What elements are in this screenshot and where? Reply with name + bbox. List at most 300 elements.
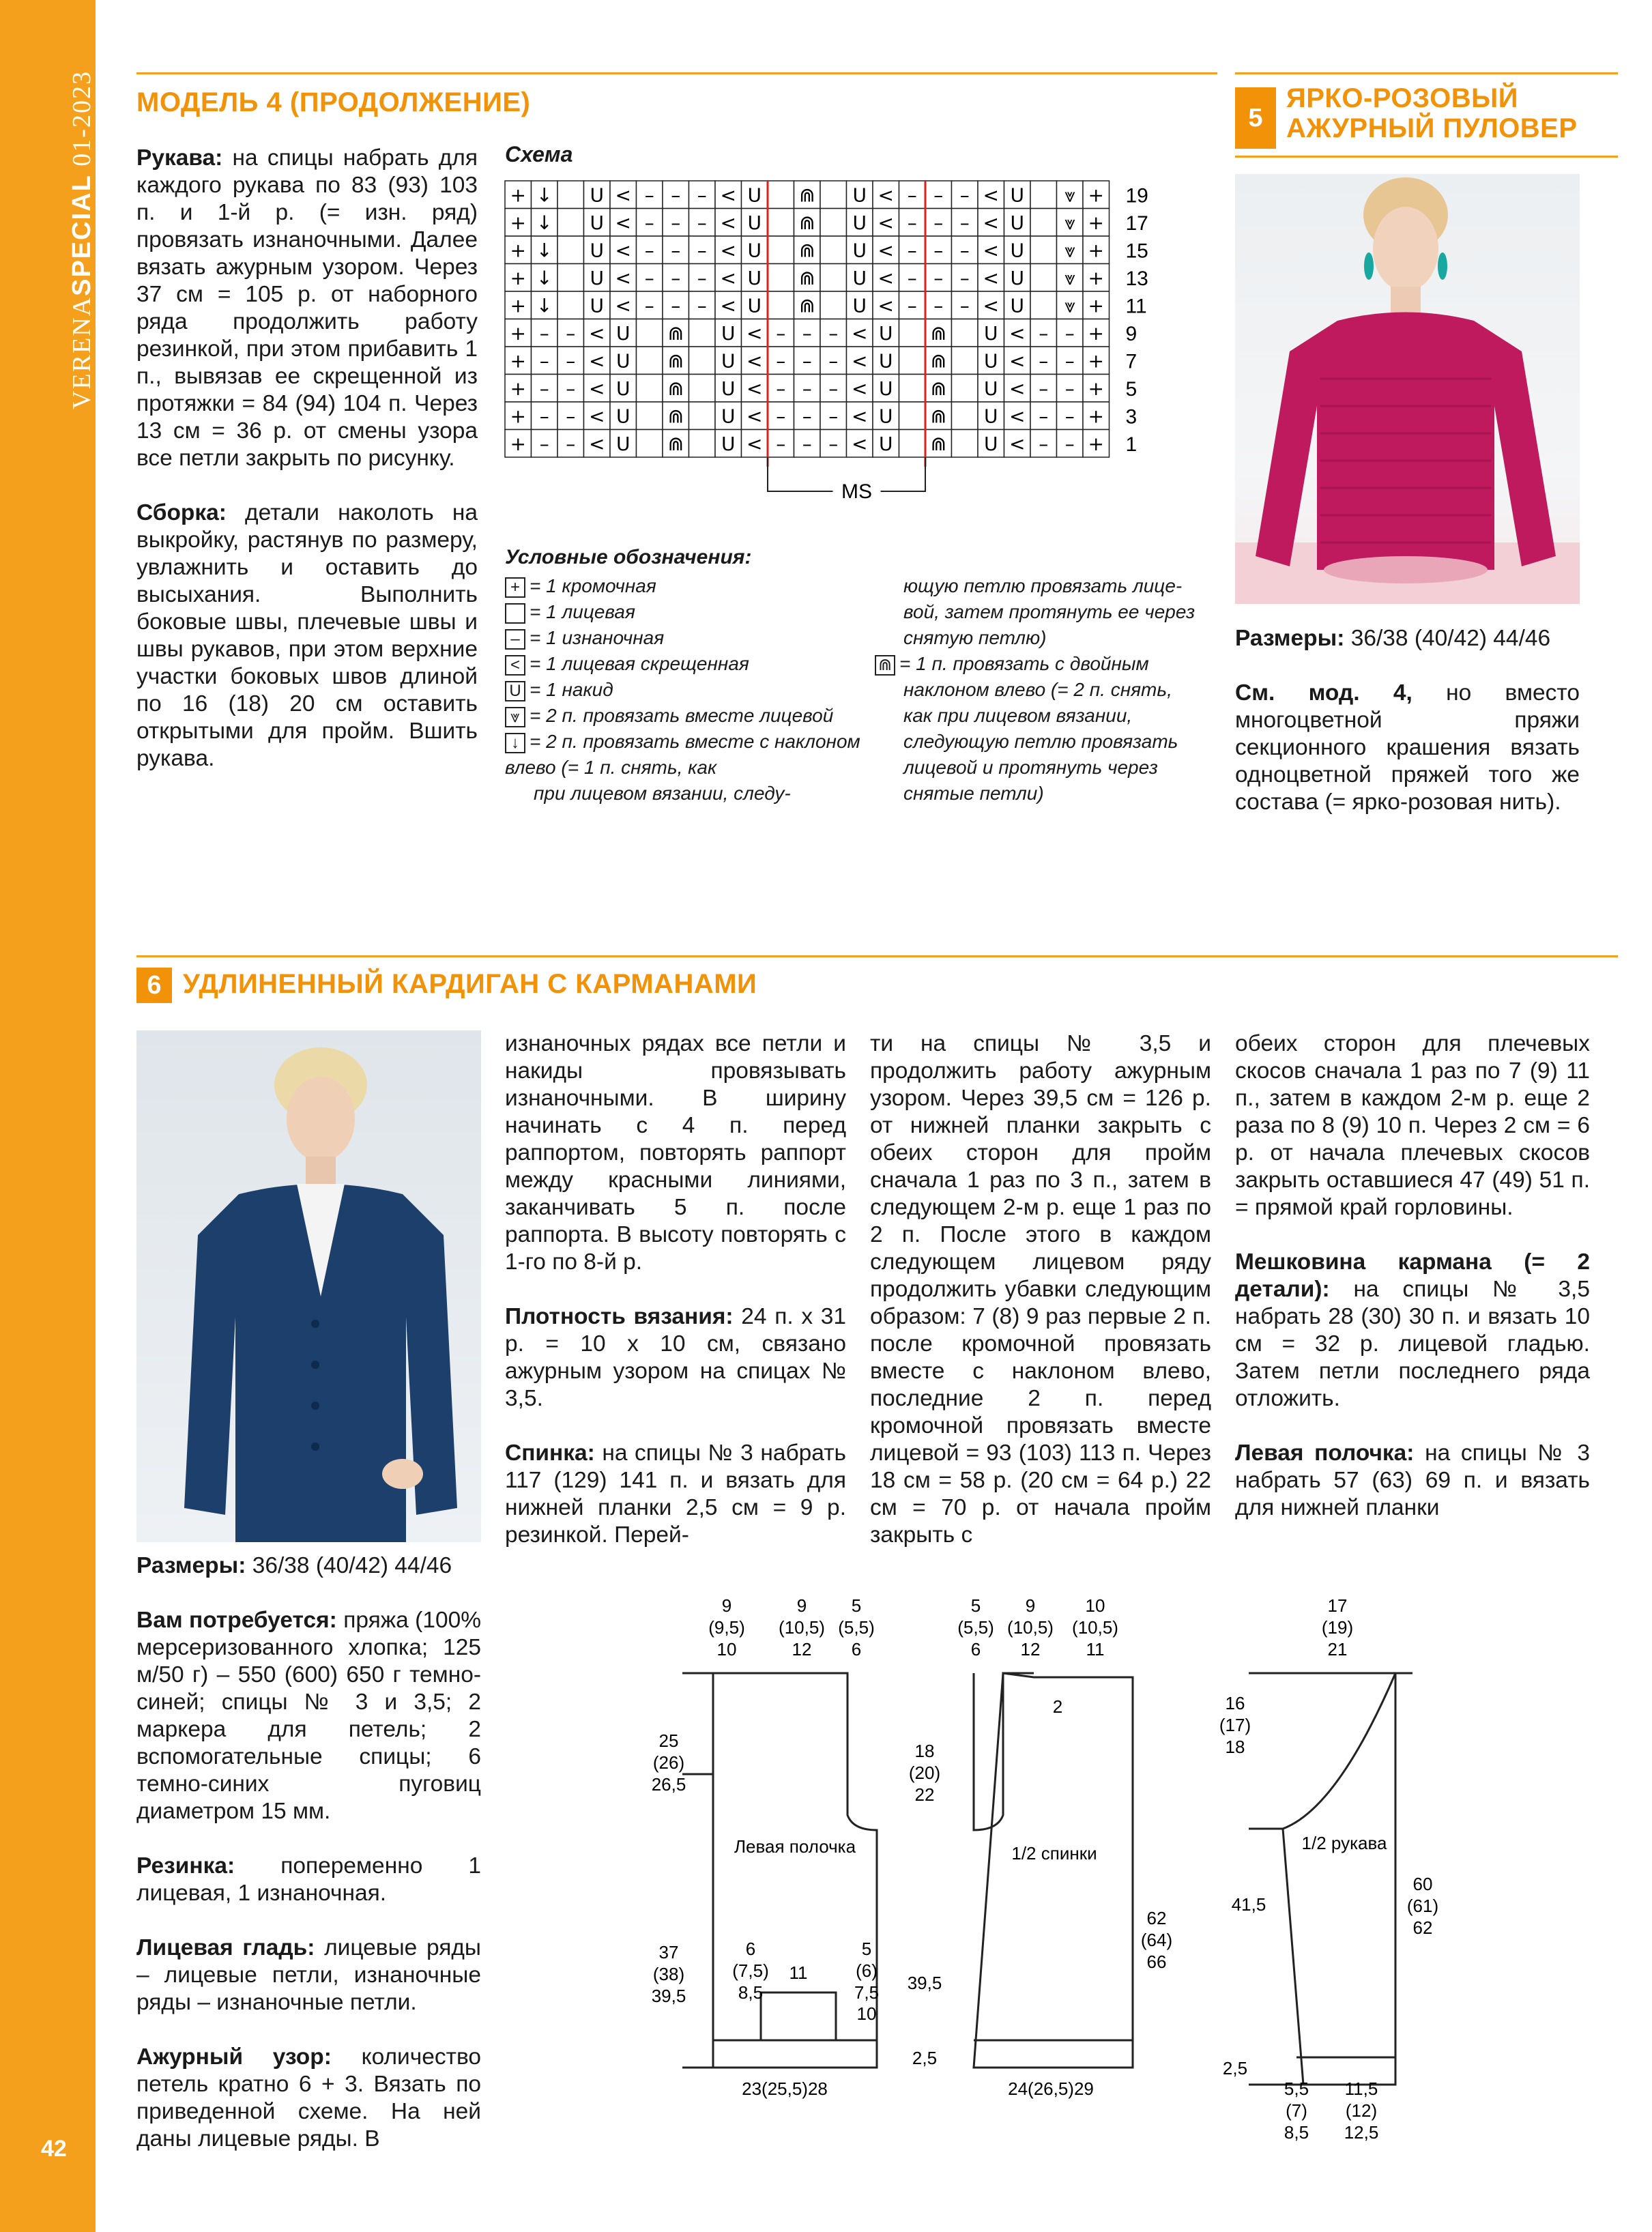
legend-symbol-icon: < xyxy=(505,655,525,676)
chart-symbol: – xyxy=(907,239,917,262)
model6-col3 xyxy=(870,1030,1211,1576)
chart-symbol: – xyxy=(959,294,970,317)
schema-label: Схема xyxy=(505,142,573,166)
chart-symbol: ⋒ xyxy=(799,211,815,234)
chart-symbol: U xyxy=(1010,294,1024,317)
chart-symbol: < xyxy=(878,239,894,262)
paragraph-text: количество петель кратно 6 + 3. Вязать по приведенной схеме. На ней даны лицевые ряды. В xyxy=(136,2044,481,2151)
chart-symbol: – xyxy=(644,211,654,234)
chart-symbol: < xyxy=(983,294,999,317)
chart-symbol: – xyxy=(933,184,944,207)
model5-text xyxy=(1235,625,1580,843)
chart-symbol: < xyxy=(615,239,631,262)
chart-symbol: – xyxy=(907,266,917,289)
chart-symbol: – xyxy=(1064,349,1075,373)
legend-item xyxy=(875,755,1230,781)
front-top-measure: 9 xyxy=(721,1595,732,1616)
paragraph-text: на спицы № 3 набрать 117 (129) 141 п. и вязать для нижней планки 2,5 см = 9 р. резинкой. Перей- xyxy=(505,1440,846,1548)
chart-symbol: U xyxy=(984,377,998,400)
row-number: 7 xyxy=(1125,350,1137,373)
chart-symbol: U xyxy=(721,349,736,373)
legend-item xyxy=(875,651,1230,677)
model6-col1 xyxy=(136,1607,481,2180)
chart-symbol: – xyxy=(776,432,786,455)
chart-symbol: – xyxy=(959,211,970,234)
chart-cell xyxy=(820,264,847,292)
sleeve-bottom-right-measure: 11,5 xyxy=(1344,2078,1378,2099)
chart-symbol: + xyxy=(510,211,526,234)
row-number: 3 xyxy=(1125,405,1137,429)
chart-symbol: ⩔ xyxy=(1064,211,1075,234)
legend-item xyxy=(505,599,887,625)
chart-symbol: + xyxy=(1088,211,1104,234)
chart-symbol: – xyxy=(697,239,707,262)
paragraph xyxy=(505,1440,846,1549)
paragraph xyxy=(136,1934,481,2016)
paragraph-lead: Рукава: xyxy=(136,145,223,171)
back-width-measure: 24(26,5)29 xyxy=(1008,2078,1094,2099)
back-top-measure: (10,5) xyxy=(1072,1617,1118,1638)
chart-symbol: – xyxy=(828,432,839,455)
chart-symbol: – xyxy=(802,377,812,400)
chart-symbol: ⋒ xyxy=(799,184,815,207)
chart-symbol: < xyxy=(878,211,894,234)
front-armhole-measure: 26,5 xyxy=(651,1774,686,1795)
chart-symbol: ↓ xyxy=(536,294,553,317)
chart-symbol: – xyxy=(828,405,839,428)
chart-symbol: ⩔ xyxy=(1064,266,1075,289)
chart-symbol: < xyxy=(1009,432,1026,455)
back-total-measure: 66 xyxy=(1146,1952,1167,1972)
paragraph xyxy=(136,1853,481,1907)
sleeve-bottom-left-measure: (7) xyxy=(1286,2100,1307,2121)
chart-symbol: ↓ xyxy=(536,239,553,262)
chart-cell xyxy=(768,264,794,292)
chart-symbol: ⋒ xyxy=(667,432,684,455)
chart-symbol: – xyxy=(828,321,839,345)
chart-symbol: U xyxy=(984,321,998,345)
chart-symbol: + xyxy=(510,377,526,400)
chart-symbol: + xyxy=(1088,294,1104,317)
chart-symbol: < xyxy=(983,184,999,207)
chart-cell xyxy=(768,181,794,209)
chart-symbol: < xyxy=(852,405,868,428)
legend-text: = 2 п. провязать вместе с наклоном влево (= 1 п. снять, как xyxy=(505,731,860,778)
chart-symbol: + xyxy=(1088,377,1104,400)
chart-symbol: < xyxy=(589,321,605,345)
chart-cell xyxy=(637,319,663,347)
chart-symbol: < xyxy=(852,349,868,373)
back-side-measure: 39,5 xyxy=(907,1973,942,1993)
rule-top xyxy=(136,72,1217,74)
chart-symbol: – xyxy=(828,349,839,373)
chart-cell xyxy=(1030,209,1057,237)
front-top-measure: 12 xyxy=(792,1639,812,1659)
chart-symbol: U xyxy=(879,432,893,455)
chart-symbol: + xyxy=(510,294,526,317)
model5-ref: но вместо многоцветной пряжи секционного крашения вязать одноцветной пряжей того же состава (= ярко-розовая нить). xyxy=(1235,680,1580,815)
paragraph-lead: Левая полочка: xyxy=(1235,1440,1415,1466)
pocket-left-measure: 8,5 xyxy=(738,1982,764,2003)
paragraph xyxy=(136,499,478,772)
chart-symbol: U xyxy=(590,266,604,289)
sleeve-total-measure: 62 xyxy=(1412,1917,1433,1938)
chart-symbol: ⩔ xyxy=(1064,239,1075,262)
rule-model6 xyxy=(136,955,1618,957)
paragraph-lead: Сборка: xyxy=(136,500,227,525)
chart-symbol: – xyxy=(907,184,917,207)
front-side-measure: 39,5 xyxy=(651,1986,686,2006)
chart-symbol: < xyxy=(1009,377,1026,400)
chart-symbol: + xyxy=(1088,266,1104,289)
model5-ref-lead: См. мод. 4, xyxy=(1235,680,1412,706)
paragraph-text: на спицы № 3,5 набрать 28 (30) 30 п. и вязать 10 см = 32 р. лицевой гладью. Затем петли последнего ряда отложить. xyxy=(1235,1277,1590,1411)
pocket-outline xyxy=(761,1992,836,2040)
chart-symbol: < xyxy=(878,294,894,317)
chart-symbol: U xyxy=(984,405,998,428)
sleeve-bottom-right-measure: 12,5 xyxy=(1344,2122,1379,2143)
chart-symbol: – xyxy=(697,211,707,234)
chart-symbol: U xyxy=(616,321,631,345)
chart-symbol: – xyxy=(539,321,549,345)
chart-symbol: ⋒ xyxy=(930,349,946,373)
chart-symbol: + xyxy=(1088,184,1104,207)
sleeve-ticks xyxy=(1249,1673,1412,2085)
chart-symbol: < xyxy=(747,377,763,400)
legend-text: = 1 накид xyxy=(530,679,613,700)
chart-symbol: < xyxy=(720,266,736,289)
spine-brand-special: SPECIAL xyxy=(68,174,96,296)
legend-item xyxy=(875,625,1230,651)
chart-symbol: < xyxy=(720,239,736,262)
model4-text xyxy=(136,145,478,800)
sleeve-bottom-left-measure: 5,5 xyxy=(1284,2078,1309,2099)
chart-symbol: < xyxy=(852,321,868,345)
chart-symbol: U xyxy=(984,349,998,373)
legend-title: Условные обозначения: xyxy=(505,546,752,568)
paragraph-text: обеих сторон для плечевых скосов сначала 1 раз по 7 (9) 11 п., затем в каждом 2-м р. еще 2 раза по 8 (9) 10 п. Через 2 см = 6 р. от начала плечевых скосов закрыть оставшиеся 47 (49) 51 п. = прямой край горловины. xyxy=(1235,1031,1590,1220)
chart-cell xyxy=(557,236,584,264)
model4-header: МОДЕЛЬ 4 (ПРОДОЛЖЕНИЕ) xyxy=(136,87,531,117)
page-number: 42 xyxy=(41,2136,67,2162)
sleeve-top-measure: 17 xyxy=(1327,1595,1348,1616)
chart-symbol: – xyxy=(566,405,576,428)
chart-cell xyxy=(768,291,794,319)
chart-symbol: < xyxy=(615,266,631,289)
chart-symbol: < xyxy=(1009,349,1026,373)
paragraph-text: попеременно 1 лицевая, 1 изнаночная. xyxy=(136,1853,481,1906)
chart-symbol: < xyxy=(1009,321,1026,345)
chart-cell xyxy=(557,291,584,319)
paragraph-lead: Вам потребуется: xyxy=(136,1608,337,1633)
legend-item xyxy=(875,781,1230,807)
chart-symbol: – xyxy=(1064,321,1075,345)
stitch-chart xyxy=(505,181,1160,502)
chart-symbol: – xyxy=(644,294,654,317)
chart-symbol: < xyxy=(747,349,763,373)
model5-title-line1: ЯРКО-РОЗОВЫЙ xyxy=(1286,83,1518,113)
legend-text: наклоном влево (= 2 п. снять, xyxy=(903,679,1172,700)
front-width-measure: 23(25,5)28 xyxy=(742,2078,828,2099)
chart-symbol: – xyxy=(776,405,786,428)
chart-cell xyxy=(899,375,926,403)
legend-text: как при лицевом вязании, xyxy=(903,705,1133,726)
paragraph xyxy=(1235,1440,1590,1522)
chart-symbol: + xyxy=(1088,405,1104,428)
chart-symbol: U xyxy=(590,211,604,234)
chart-symbol: < xyxy=(720,294,736,317)
paragraph-text: изнаночных рядах все петли и накиды провязывать изнаночными. В ширину начинать с 4 п. перед раппортом, повторять раппорт между красными линиями, заканчивать 5 п. после раппорта. В высоту повторять с 1-го по 8-й р. xyxy=(505,1031,846,1275)
chart-symbol: ⩔ xyxy=(1064,184,1075,207)
chart-cell xyxy=(1030,291,1057,319)
chart-cell xyxy=(557,181,584,209)
chart-cell xyxy=(899,430,926,458)
paragraph-lead: Плотность вязания: xyxy=(505,1304,734,1329)
chart-symbol: < xyxy=(589,377,605,400)
legend-item xyxy=(505,781,887,807)
sleeve-band-measure: 2,5 xyxy=(1222,2058,1248,2078)
chart-symbol: < xyxy=(983,239,999,262)
chart-symbol: U xyxy=(721,377,736,400)
paragraph xyxy=(505,1030,846,1276)
paragraph xyxy=(505,1303,846,1412)
chart-symbol: U xyxy=(747,266,762,289)
sleeve-cap-measure: (17) xyxy=(1219,1715,1251,1735)
chart-symbol: U xyxy=(747,239,762,262)
chart-symbol: + xyxy=(1088,432,1104,455)
model5-photo xyxy=(1235,174,1580,604)
chart-symbol: – xyxy=(671,211,681,234)
chart-symbol: U xyxy=(590,239,604,262)
chart-symbol: – xyxy=(959,184,970,207)
back-top-measure: 10 xyxy=(1085,1595,1105,1616)
pocket-right-measure: (6) xyxy=(856,1960,878,1981)
chart-symbol: + xyxy=(510,349,526,373)
chart-symbol: – xyxy=(933,266,944,289)
chart-symbol: U xyxy=(852,184,867,207)
chart-symbol: + xyxy=(510,266,526,289)
row-number: 9 xyxy=(1125,322,1137,345)
shoulder-drop-measure: 2 xyxy=(1052,1696,1063,1717)
chart-symbol: + xyxy=(1088,349,1104,373)
back-top-measure: 11 xyxy=(1086,1639,1105,1659)
chart-symbol: – xyxy=(566,349,576,373)
row-number: 5 xyxy=(1125,377,1137,401)
chart-cell xyxy=(637,402,663,430)
chart-cell xyxy=(952,319,979,347)
chart-cell xyxy=(1030,181,1057,209)
chart-symbol: – xyxy=(644,184,654,207)
chart-symbol: U xyxy=(747,294,762,317)
chart-symbol: – xyxy=(644,239,654,262)
chart-symbol: – xyxy=(802,321,812,345)
chart-symbol: < xyxy=(747,405,763,428)
chart-symbol: – xyxy=(802,349,812,373)
chart-symbol: + xyxy=(510,405,526,428)
paragraph-text: детали наколоть на выкройку, растянув по размеру, увлажнить и оставить до высыхания. Выполнить боковые швы, плечевые швы и швы рукавов, при этом верхние участки боковых швов длиной по 16 (18) 20 см оставить открытыми для пройм. Вшить рукава. xyxy=(136,500,478,771)
chart-symbol: – xyxy=(566,321,576,345)
model6-col2 xyxy=(505,1030,846,1576)
chart-symbol: U xyxy=(747,211,762,234)
legend-text: снятые петли) xyxy=(903,783,1044,804)
chart-symbol: U xyxy=(852,294,867,317)
sleeve-total-measure: (61) xyxy=(1406,1896,1439,1916)
chart-cell xyxy=(952,375,979,403)
chart-symbol: – xyxy=(671,266,681,289)
model6-badge: 6 xyxy=(136,968,172,1003)
chart-symbol: U xyxy=(852,239,867,262)
chart-symbol: < xyxy=(720,184,736,207)
chart-symbol: < xyxy=(878,184,894,207)
chart-symbol: – xyxy=(539,432,549,455)
chart-cell xyxy=(899,402,926,430)
chart-symbol: U xyxy=(879,349,893,373)
chart-symbol: – xyxy=(671,294,681,317)
back-armhole-measure: 22 xyxy=(914,1784,935,1805)
paragraph xyxy=(1235,1249,1590,1412)
legend-text: = 1 п. провязать с двойным xyxy=(899,653,1149,674)
chart-symbol: ⩔ xyxy=(1064,294,1075,317)
chart-symbol: ⋒ xyxy=(799,266,815,289)
back-total-measure: 62 xyxy=(1146,1908,1167,1928)
legend-item xyxy=(505,729,887,781)
legend-item xyxy=(505,703,887,729)
legend-text: вой, затем протянуть ее через xyxy=(903,601,1195,622)
chart-symbol: < xyxy=(615,184,631,207)
pattern-diagram xyxy=(651,1595,1439,2143)
chart-symbol: + xyxy=(510,321,526,345)
legend-symbol-icon: ⋒ xyxy=(875,655,895,676)
back-armhole-measure: (20) xyxy=(908,1763,941,1783)
back-outline xyxy=(974,1673,1133,2068)
chart-symbol: < xyxy=(852,377,868,400)
legend-text: = 1 кромочная xyxy=(530,575,656,596)
chart-cell xyxy=(768,236,794,264)
chart-symbol: – xyxy=(933,294,944,317)
legend-text: = 1 изнаночная xyxy=(530,627,665,648)
sleeve-bottom-right-measure: (12) xyxy=(1345,2100,1378,2121)
chart-cell xyxy=(768,209,794,237)
chart-symbol: – xyxy=(959,266,970,289)
chart-symbol: – xyxy=(1039,321,1049,345)
paragraph-text: пряжа (100% мерсеризованного хлопка; 125 м/50 г) – 550 (600) 650 г темно-синей; спицы № 3 и 3,5; 2 маркера для петель; 2 вспомогательные спицы; 6 темно-синих пуговиц диаметром 15 мм. xyxy=(136,1608,482,1824)
legend-symbol-icon: – xyxy=(505,629,525,650)
chart-symbol: U xyxy=(879,377,893,400)
paragraph-text: ти на спицы № 3,5 и продолжить работу ажурным узором. Через 39,5 см = 126 р. от нижней планки закрыть с обеих сторон для пройм сначала 1 раз по 3 п., затем в следующем 2-м р. еще 1 раз по 2 п. После этого в каждом следующем лицевом ряду продолжить убавки следующим образом: 7 (8) 9 раз первые 2 п. после кромочной провязать вместе с наклоном влево, последние 2 п. перед кромочной провязать вместе лицевой = 93 (103) 113 п. Через 18 см = 58 р. (20 см = 64 р.) 22 см = 70 р. от начала пройм закрыть с xyxy=(870,1031,1211,1548)
back-top-measure: 9 xyxy=(1025,1595,1036,1616)
chart-symbol: ⋒ xyxy=(667,321,684,345)
front-top-measure: 10 xyxy=(716,1639,737,1659)
paragraph-lead: Спинка: xyxy=(505,1440,595,1466)
chart-cell xyxy=(1030,236,1057,264)
paragraph xyxy=(136,2044,481,2153)
chart-symbol: – xyxy=(1039,377,1049,400)
front-top-measure: 6 xyxy=(851,1639,862,1659)
sleeve-bottom-left-measure: 8,5 xyxy=(1284,2122,1309,2143)
band-measure: 2,5 xyxy=(912,2048,938,2068)
chart-symbol: ↓ xyxy=(536,211,553,234)
model6-sizes-lead: Размеры: xyxy=(136,1553,246,1578)
legend-text: = 1 лицевая скрещенная xyxy=(530,653,749,674)
model6-sizes-value: 36/38 (40/42) 44/46 xyxy=(246,1553,452,1578)
chart-symbol: – xyxy=(1039,405,1049,428)
legend-text: следующую петлю провязать xyxy=(903,731,1178,752)
legend-text: = 2 п. провязать вместе лицевой xyxy=(530,705,834,726)
chart-cell xyxy=(689,319,716,347)
chart-symbol: + xyxy=(510,184,526,207)
chart-cell xyxy=(557,264,584,292)
paragraph-text: лицевые ряды – лицевые петли, изнаночные ряды – изнаночные петли. xyxy=(136,1935,481,2015)
front-top-measure: (10,5) xyxy=(779,1617,825,1638)
chart-symbol: U xyxy=(721,321,736,345)
chart-cell xyxy=(820,181,847,209)
chart-cell xyxy=(637,347,663,375)
model5-badge: 5 xyxy=(1235,87,1276,149)
chart-cell xyxy=(1030,264,1057,292)
chart-symbol: < xyxy=(615,294,631,317)
sleeve-label: 1/2 рукава xyxy=(1301,1833,1387,1853)
chart-symbol: + xyxy=(510,432,526,455)
legend-text: снятую петлю) xyxy=(903,627,1047,648)
chart-symbol: < xyxy=(720,211,736,234)
paragraph-text: на спицы набрать для каждого рукава по 83 (93) 103 п. и 1-й р. (= изн. ряд) провязать изнаночными. Далее вязать ажурным узором. Через 37 см = 105 р. от наборного ряда продолжить работу резинкой, при этом прибавить 1 п., вывязав ее скрещенной из протяжки = 84 (94) 104 п. Через 13 см = 36 р. от смены узора все петли закрыть по рисунку. xyxy=(136,145,478,471)
legend-symbol-icon: ↓ xyxy=(505,733,525,753)
chart-cell xyxy=(820,291,847,319)
chart-symbol: – xyxy=(828,377,839,400)
chart-symbol: U xyxy=(747,184,762,207)
paragraph xyxy=(1235,1030,1590,1221)
chart-symbol: U xyxy=(1010,239,1024,262)
front-side-measure: (38) xyxy=(652,1964,685,1984)
model5-sizes-lead: Размеры: xyxy=(1235,626,1345,651)
legend-item xyxy=(875,599,1230,625)
chart-cell xyxy=(637,375,663,403)
back-top-measure: (10,5) xyxy=(1007,1617,1054,1638)
legend-item xyxy=(505,625,887,651)
chart-symbol: < xyxy=(983,266,999,289)
chart-symbol: – xyxy=(697,266,707,289)
chart-symbol: U xyxy=(721,405,736,428)
chart-symbol: + xyxy=(510,239,526,262)
left-front-outline xyxy=(713,1673,880,2068)
rule-model5 xyxy=(1235,156,1618,158)
front-armhole-measure: (26) xyxy=(652,1752,685,1773)
legend-left xyxy=(505,573,887,807)
paragraph-text: 24 п. х 31 р. = 10 х 10 см, связано ажурным узором на спицах № 3,5. xyxy=(505,1304,846,1411)
back-armhole-measure: 18 xyxy=(914,1741,935,1761)
spine-issue: 01-2023 xyxy=(68,70,96,175)
legend-item xyxy=(875,703,1230,729)
sleeve-total-measure: 60 xyxy=(1412,1874,1433,1894)
front-top-measure: 9 xyxy=(796,1595,807,1616)
chart-cell xyxy=(952,402,979,430)
chart-cell xyxy=(952,430,979,458)
chart-symbol: – xyxy=(644,266,654,289)
chart-symbol: – xyxy=(1064,377,1075,400)
front-armhole-measure: 25 xyxy=(658,1730,679,1751)
chart-symbol: – xyxy=(539,349,549,373)
left-front-band xyxy=(713,2040,877,2068)
chart-cell xyxy=(557,209,584,237)
paragraph-lead: Резинка: xyxy=(136,1853,235,1879)
chart-symbol: – xyxy=(776,349,786,373)
chart-symbol: U xyxy=(984,432,998,455)
legend-text: лицевой и протянуть через xyxy=(903,757,1158,778)
model5-title-line2: АЖУРНЫЙ ПУЛОВЕР xyxy=(1286,113,1578,143)
pocket-left-measure: 6 xyxy=(745,1939,756,1959)
legend-text: при лицевом вязании, следу- xyxy=(534,783,791,804)
legend-symbol-icon: U xyxy=(505,681,525,701)
